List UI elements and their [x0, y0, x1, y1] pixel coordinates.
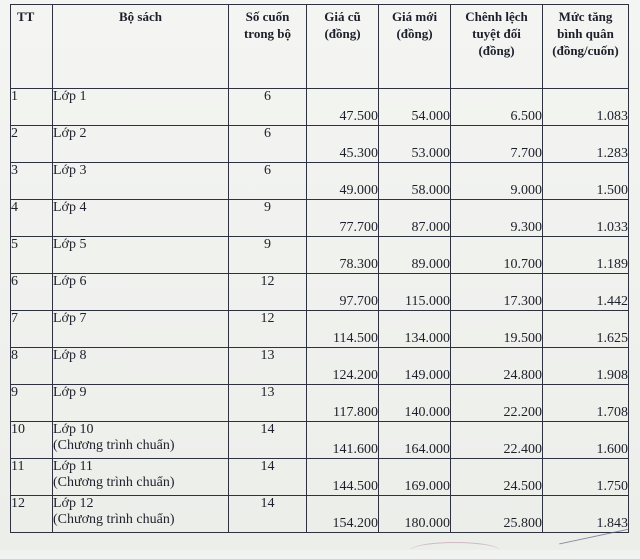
cell-old-price: 154.200 — [307, 496, 379, 533]
cell-tt: 1 — [11, 89, 53, 126]
cell-abs-diff: 10.700 — [451, 237, 543, 274]
cell-abs-diff: 24.800 — [451, 348, 543, 385]
table-row — [11, 311, 629, 348]
cell-book-set: Lớp 5 — [53, 237, 229, 274]
cell-old-price: 49.000 — [307, 163, 379, 200]
table-row — [11, 163, 629, 200]
cell-book-set: Lớp 4 — [53, 200, 229, 237]
cell-new-price: 180.000 — [379, 496, 451, 533]
header-avg-increase: Mức tăng bình quân (đồng/cuốn) — [543, 5, 629, 89]
cell-abs-diff: 6.500 — [451, 89, 543, 126]
cell-abs-diff: 19.500 — [451, 311, 543, 348]
cell-book-set: Lớp 6 — [53, 274, 229, 311]
cell-count: 6 — [229, 126, 307, 163]
cell-abs-diff: 9.000 — [451, 163, 543, 200]
stamp-mark — [410, 542, 500, 559]
cell-book-set: Lớp 3 — [53, 163, 229, 200]
cell-old-price: 77.700 — [307, 200, 379, 237]
header-count: Số cuốn trong bộ — [229, 5, 307, 89]
cell-new-price: 87.000 — [379, 200, 451, 237]
cell-book-set: Lớp 9 — [53, 385, 229, 422]
table-row — [11, 385, 629, 422]
table-row — [11, 89, 629, 126]
cell-book-set: Lớp 2 — [53, 126, 229, 163]
header-new-price: Giá mới (đồng) — [379, 5, 451, 89]
table-row — [11, 459, 629, 496]
cell-new-price: 53.000 — [379, 126, 451, 163]
cell-old-price: 144.500 — [307, 459, 379, 496]
cell-old-price: 124.200 — [307, 348, 379, 385]
cell-old-price: 117.800 — [307, 385, 379, 422]
cell-book-set: Lớp 12 (Chương trình chuẩn) — [53, 496, 229, 533]
cell-book-set: Lớp 11 (Chương trình chuẩn) — [53, 459, 229, 496]
cell-abs-diff: 22.200 — [451, 385, 543, 422]
cell-old-price: 114.500 — [307, 311, 379, 348]
cell-old-price: 47.500 — [307, 89, 379, 126]
cell-avg-increase: 1.283 — [543, 126, 629, 163]
cell-tt: 3 — [11, 163, 53, 200]
header-abs-diff: Chênh lệch tuyệt đối (đồng) — [451, 5, 543, 89]
cell-new-price: 134.000 — [379, 311, 451, 348]
header-book-set: Bộ sách — [53, 5, 229, 89]
table-row — [11, 496, 629, 533]
cell-avg-increase: 1.750 — [543, 459, 629, 496]
cell-count: 14 — [229, 496, 307, 533]
cell-avg-increase: 1.600 — [543, 422, 629, 459]
cell-count: 12 — [229, 311, 307, 348]
cell-old-price: 97.700 — [307, 274, 379, 311]
table-row — [11, 200, 629, 237]
cell-book-set: Lớp 7 — [53, 311, 229, 348]
signature-mark — [559, 529, 631, 558]
cell-avg-increase: 1.625 — [543, 311, 629, 348]
cell-abs-diff: 25.800 — [451, 496, 543, 533]
cell-tt: 10 — [11, 422, 53, 459]
price-table — [10, 4, 629, 533]
cell-new-price: 140.000 — [379, 385, 451, 422]
cell-tt: 5 — [11, 237, 53, 274]
cell-new-price: 58.000 — [379, 163, 451, 200]
table-row — [11, 348, 629, 385]
cell-avg-increase: 1.442 — [543, 274, 629, 311]
table-row — [11, 126, 629, 163]
cell-abs-diff: 22.400 — [451, 422, 543, 459]
cell-tt: 12 — [11, 496, 53, 533]
table-row — [11, 274, 629, 311]
cell-tt: 8 — [11, 348, 53, 385]
cell-abs-diff: 17.300 — [451, 274, 543, 311]
cell-tt: 7 — [11, 311, 53, 348]
table-body — [11, 89, 629, 533]
cell-count: 9 — [229, 237, 307, 274]
cell-avg-increase: 1.189 — [543, 237, 629, 274]
cell-count: 14 — [229, 422, 307, 459]
cell-new-price: 89.000 — [379, 237, 451, 274]
cell-tt: 9 — [11, 385, 53, 422]
cell-new-price: 164.000 — [379, 422, 451, 459]
cell-avg-increase: 1.908 — [543, 348, 629, 385]
cell-tt: 2 — [11, 126, 53, 163]
cell-book-set: Lớp 10 (Chương trình chuẩn) — [53, 422, 229, 459]
header-row — [11, 5, 629, 89]
header-tt: TT — [11, 5, 53, 89]
cell-count: 12 — [229, 274, 307, 311]
cell-book-set: Lớp 8 — [53, 348, 229, 385]
cell-count: 6 — [229, 163, 307, 200]
cell-count: 6 — [229, 89, 307, 126]
cell-avg-increase: 1.083 — [543, 89, 629, 126]
cell-new-price: 115.000 — [379, 274, 451, 311]
cell-tt: 4 — [11, 200, 53, 237]
cell-new-price: 169.000 — [379, 459, 451, 496]
cell-abs-diff: 7.700 — [451, 126, 543, 163]
cell-old-price: 78.300 — [307, 237, 379, 274]
cell-abs-diff: 9.300 — [451, 200, 543, 237]
cell-count: 13 — [229, 348, 307, 385]
cell-new-price: 149.000 — [379, 348, 451, 385]
table-row — [11, 422, 629, 459]
cell-avg-increase: 1.708 — [543, 385, 629, 422]
header-old-price: Giá cũ (đồng) — [307, 5, 379, 89]
cell-count: 13 — [229, 385, 307, 422]
cell-book-set: Lớp 1 — [53, 89, 229, 126]
cell-count: 9 — [229, 200, 307, 237]
cell-abs-diff: 24.500 — [451, 459, 543, 496]
cell-new-price: 54.000 — [379, 89, 451, 126]
cell-avg-increase: 1.033 — [543, 200, 629, 237]
cell-tt: 11 — [11, 459, 53, 496]
cell-old-price: 45.300 — [307, 126, 379, 163]
cell-avg-increase: 1.500 — [543, 163, 629, 200]
cell-count: 14 — [229, 459, 307, 496]
cell-old-price: 141.600 — [307, 422, 379, 459]
table-row — [11, 237, 629, 274]
cell-avg-increase: 1.843 — [543, 496, 629, 533]
cell-tt: 6 — [11, 274, 53, 311]
